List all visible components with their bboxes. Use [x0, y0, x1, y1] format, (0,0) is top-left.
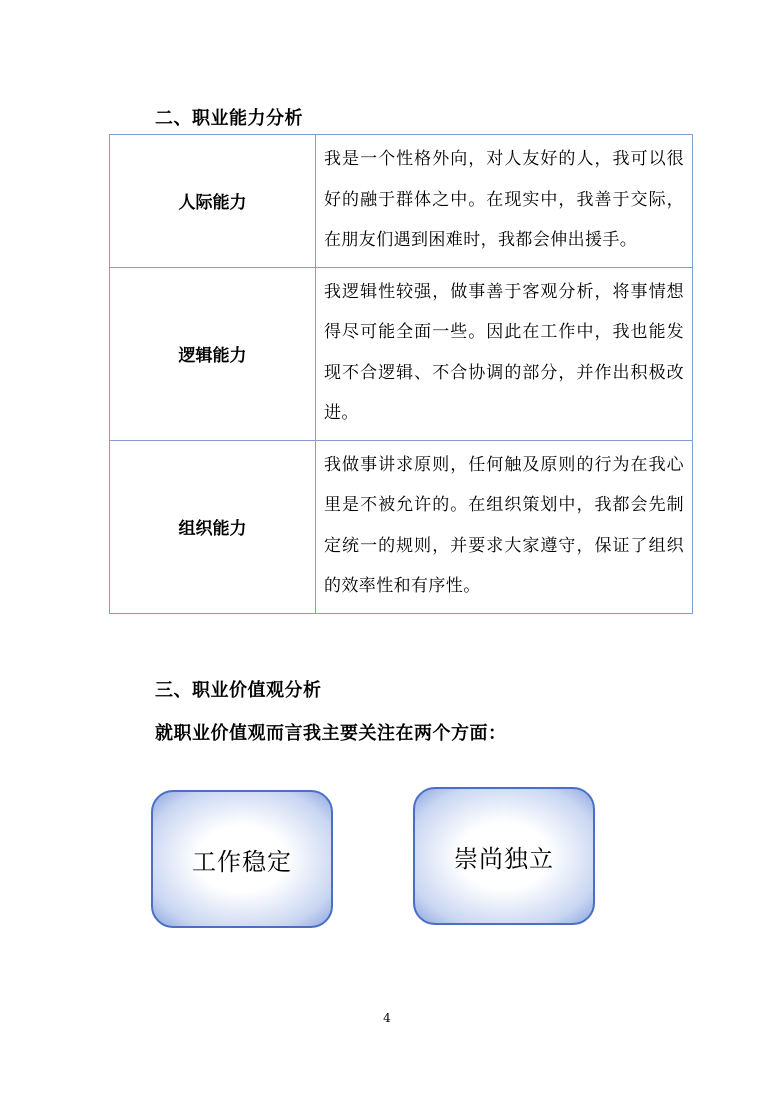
ability-table: [109, 134, 693, 614]
ability-label-organization: 组织能力: [110, 440, 316, 613]
value-box-stability: 工作稳定: [151, 790, 333, 928]
ability-label-logic: 逻辑能力: [110, 267, 316, 440]
section-3-intro: 就职业价值观而言我主要关注在两个方面：: [155, 723, 507, 744]
value-box-independence: 崇尚独立: [413, 787, 595, 925]
ability-label-interpersonal: 人际能力: [110, 135, 316, 268]
section-3-heading: 三、职业价值观分析: [155, 680, 322, 701]
ability-desc-logic: 我逻辑性较强，做事善于客观分析，将事情想得尽可能全面一些。因此在工作中，我也能发现不合逻辑、不合协调的部分，并作出积极改进。: [316, 267, 693, 440]
table-row: [110, 135, 693, 268]
table-row: [110, 440, 693, 613]
page-number: 4: [383, 1011, 391, 1025]
ability-desc-interpersonal: 我是一个性格外向，对人友好的人，我可以很好的融于群体之中。在现实中，我善于交际，在朋友们遇到困难时，我都会伸出援手。: [316, 135, 693, 268]
section-2-heading: 二、职业能力分析: [155, 108, 303, 129]
table-row: [110, 267, 693, 440]
ability-desc-organization: 我做事讲求原则，任何触及原则的行为在我心里是不被允许的。在组织策划中，我都会先制定统一的规则，并要求大家遵守，保证了组织的效率性和有序性。: [316, 440, 693, 613]
